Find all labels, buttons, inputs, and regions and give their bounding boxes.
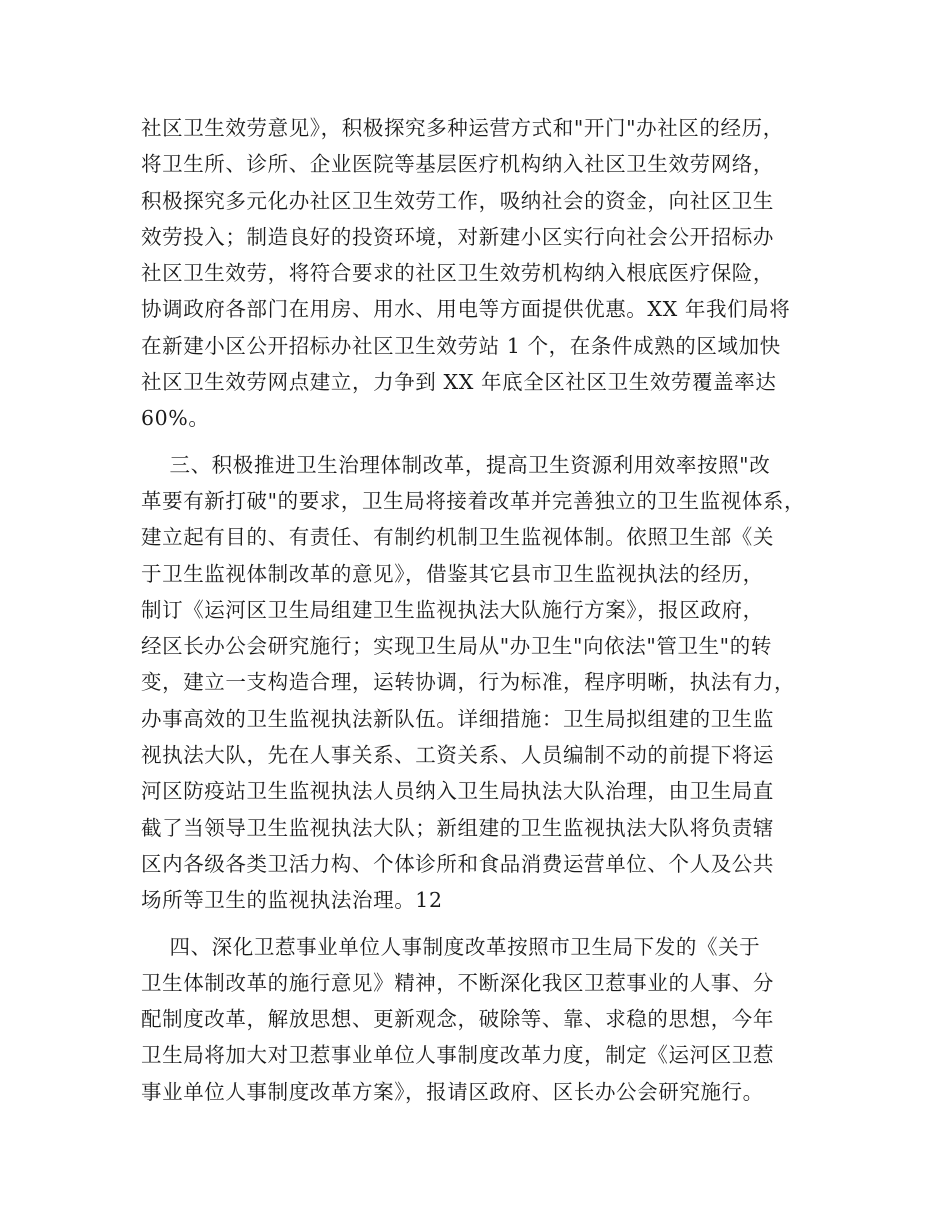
text-line: 变，建立一支构造合理，运转协调，行为标准，程序明晰，执法有力， bbox=[141, 670, 796, 695]
text-line: 配制度改革，解放思想、更新观念，破除等、靠、求稳的思想，今年 bbox=[141, 1007, 774, 1032]
text-line: 效劳投入；制造良好的投资环境，对新建小区实行向社会公开招标办 bbox=[141, 224, 774, 249]
text-line: 区内各级各类卫活力构、个体诊所和食品消费运营单位、个人及公共 bbox=[141, 851, 774, 876]
text-line: 社区卫生效劳意见》，积极探究多种运营方式和"开门"办社区的经历， bbox=[141, 116, 784, 140]
paragraph-spacer bbox=[141, 437, 831, 447]
text-line: 积极探究多元化办社区卫生效劳工作，吸纳社会的资金，向社区卫生 bbox=[141, 188, 774, 213]
text-line: 事业单位人事制度改革方案》，报请区政府、区长办公会研究施行。 bbox=[141, 1079, 764, 1104]
text-line: 四、深化卫惹事业单位人事制度改革按照市卫生局下发的《关于 bbox=[141, 934, 761, 959]
text-line: 截了当领导卫生监视执法大队；新组建的卫生监视执法大队将负责辖 bbox=[141, 815, 774, 840]
text-line: 在新建小区公开招标办社区卫生效劳站 1 个，在条件成熟的区域加快 bbox=[141, 333, 781, 358]
text-line: 卫生体制改革的施行意见》精神，不断深化我区卫惹事业的人事、分 bbox=[141, 970, 774, 995]
paragraph-spacer bbox=[141, 919, 831, 929]
text-line: 革要有新打破"的要求，卫生局将接着改革并完善独立的卫生监视体系， bbox=[141, 488, 806, 513]
text-line: 办事高效的卫生监视执法新队伍。详细措施：卫生局拟组建的卫生监 bbox=[141, 706, 774, 731]
text-line: 场所等卫生的监视执法治理。12 bbox=[141, 888, 443, 913]
text-line: 社区卫生效劳，将符合要求的社区卫生效劳机构纳入根底医疗保险， bbox=[141, 261, 774, 286]
text-line: 三、积极推进卫生治理体制改革，提高卫生资源利用效率按照"改 bbox=[141, 452, 771, 477]
text-line: 视执法大队，先在人事关系、工资关系、人员编制不动的前提下将运 bbox=[141, 743, 774, 768]
text-line: 社区卫生效劳网点建立，力争到 XX 年底全区社区卫生效劳覆盖率达 bbox=[141, 370, 777, 395]
text-line: 经区长办公会研究施行；实现卫生局从"办卫生"向依法"管卫生"的转 bbox=[141, 634, 772, 659]
text-line: 协调政府各部门在用房、用水、用电等方面提供优惠。XX 年我们局将 bbox=[141, 297, 791, 322]
text-line: 河区防疫站卫生监视执法人员纳入卫生局执法大队治理，由卫生局直 bbox=[141, 779, 774, 804]
text-line: 卫生局将加大对卫惹事业单位人事制度改革力度，制定《运河区卫惹 bbox=[141, 1043, 774, 1068]
paragraph-section-three bbox=[141, 447, 831, 919]
text-line: 将卫生所、诊所、企业医院等基层医疗机构纳入社区卫生效劳网络， bbox=[141, 152, 774, 177]
paragraph-community-health bbox=[141, 110, 831, 437]
paragraph-section-four bbox=[141, 929, 831, 1110]
document-body bbox=[141, 110, 831, 1110]
text-line: 制订《运河区卫生局组建卫生监视执法大队施行方案》，报区政府， bbox=[141, 597, 764, 622]
text-line: 60%。 bbox=[141, 406, 210, 431]
text-line: 建立起有目的、有责任、有制约机制卫生监视体制。依照卫生部《关 bbox=[141, 525, 774, 550]
text-line: 于卫生监视体制改革的意见》，借鉴其它县市卫生监视执法的经历， bbox=[141, 561, 764, 586]
